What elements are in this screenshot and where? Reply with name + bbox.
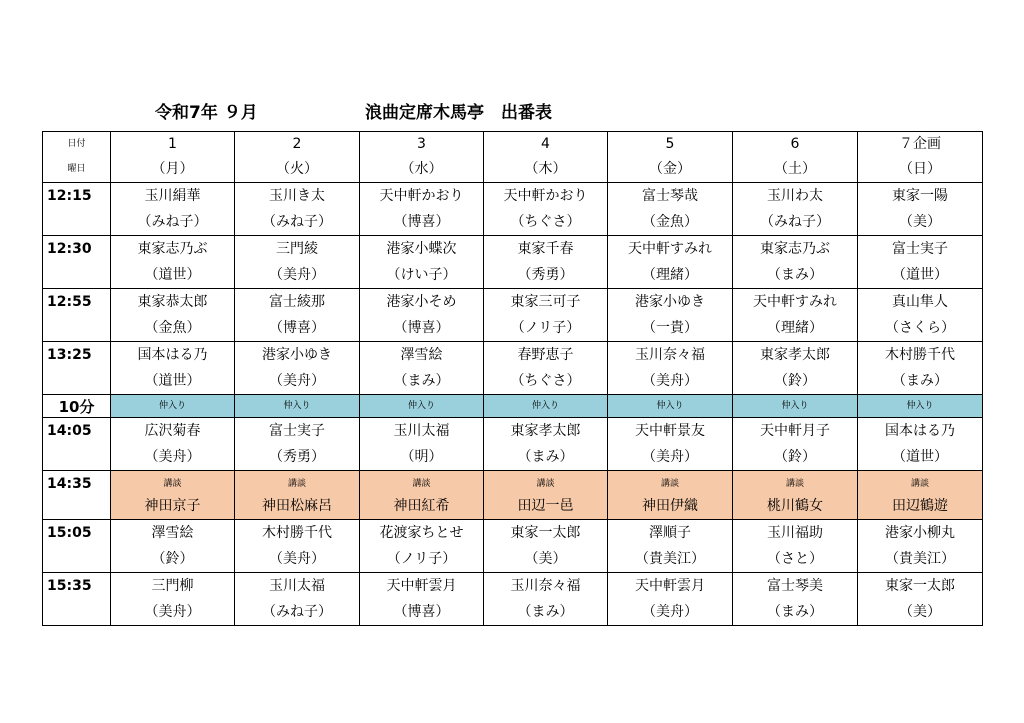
time-cell	[43, 236, 111, 289]
performer-name: 花渡家ちとせ	[379, 525, 464, 541]
performer-name: 富士実子	[892, 241, 948, 257]
shamisen-player: （美舟）	[642, 604, 698, 620]
performer-name: 天中軒すみれ	[753, 294, 837, 310]
shamisen-player: （美）	[524, 551, 567, 567]
intermission-cell	[733, 395, 858, 418]
intermission-cell	[235, 395, 360, 418]
performer-cell	[484, 236, 608, 289]
date-value: ７企画	[899, 136, 941, 152]
date-value: 2	[292, 136, 302, 152]
time-cell	[43, 342, 111, 395]
performer-name: 玉川太福	[269, 578, 325, 594]
intermission-label: 仲入り	[781, 401, 809, 411]
kodan-performer: 神田紅希	[393, 498, 450, 514]
intermission-cell	[484, 395, 608, 418]
time-slot-row	[43, 236, 983, 289]
performer-cell	[235, 236, 360, 289]
slot-time: 15:05	[47, 525, 92, 541]
performer-name: 玉川太福	[393, 423, 450, 439]
performer-cell	[484, 418, 608, 471]
performer-cell	[608, 183, 733, 236]
kodan-performer: 田辺一邑	[517, 498, 574, 514]
shamisen-player: （道世）	[144, 267, 201, 283]
shamisen-player: （みね子）	[760, 214, 830, 230]
shamisen-player: （美舟）	[269, 551, 325, 567]
intermission-label: 仲入り	[906, 401, 934, 411]
slot-time: 12:55	[47, 294, 92, 310]
intermission-label: 仲入り	[158, 401, 186, 411]
intermission-time: 10分	[43, 395, 111, 418]
time-slot-row	[43, 342, 983, 395]
time-slot-row	[43, 418, 983, 471]
intermission-cell	[858, 395, 983, 418]
kodan-performer: 桃川鶴女	[767, 498, 823, 514]
schedule-title: 浪曲定席木馬亭 出番表	[365, 103, 552, 123]
shamisen-player: （美）	[899, 214, 941, 230]
shamisen-player: （金魚）	[144, 320, 201, 336]
performer-name: 東家孝太郎	[510, 423, 581, 439]
intermission-label: 仲入り	[531, 401, 559, 411]
performer-cell	[858, 342, 983, 395]
performer-name: 天中軒月子	[760, 423, 830, 439]
performer-name: 天中軒雲月	[635, 578, 705, 594]
day-header	[608, 132, 733, 183]
performer-name: 玉川き太	[269, 188, 325, 204]
performer-cell	[484, 183, 608, 236]
performer-name: 東家一太郎	[510, 525, 581, 541]
performer-name: 東家一陽	[892, 188, 948, 204]
slot-time: 15:35	[47, 578, 92, 594]
shamisen-player: （まみ）	[393, 373, 450, 389]
shamisen-player: （みね子）	[137, 214, 208, 230]
intermission-cell	[360, 395, 484, 418]
performer-name: 三門柳	[151, 578, 194, 594]
performer-name: 玉川奈々福	[635, 347, 705, 363]
performer-cell	[733, 342, 858, 395]
time-cell	[43, 471, 111, 520]
performer-cell	[235, 418, 360, 471]
performer-cell	[360, 342, 484, 395]
performer-cell	[360, 289, 484, 342]
performer-name: 三門綾	[276, 241, 318, 257]
performer-name: 東家志乃ぶ	[760, 241, 830, 257]
performer-name: 玉川絹華	[144, 188, 201, 204]
schedule-date: 令和7年 ９月	[155, 103, 258, 123]
performer-name: 天中軒すみれ	[628, 241, 712, 257]
performer-name: 春野恵子	[517, 347, 574, 363]
kodan-cell	[858, 471, 983, 520]
performer-cell	[111, 573, 235, 626]
performer-cell	[858, 183, 983, 236]
shamisen-player: （美舟）	[269, 373, 325, 389]
shamisen-player: （ちぐさ）	[510, 373, 581, 389]
performer-name: 玉川わ太	[767, 188, 823, 204]
performer-name: 港家小ゆき	[262, 347, 332, 363]
shamisen-player: （貴美江）	[635, 551, 705, 567]
kodan-cell	[733, 471, 858, 520]
shamisen-player: （博喜）	[393, 214, 450, 230]
date-value: 6	[790, 136, 800, 152]
performer-name: 澤雪絵	[151, 525, 194, 541]
slot-time: 13:25	[47, 347, 92, 363]
shamisen-player: （明）	[400, 449, 443, 465]
performer-name: 天中軒かおり	[379, 188, 464, 204]
shamisen-player: （美）	[899, 604, 941, 620]
performer-cell	[360, 236, 484, 289]
kodan-cell	[360, 471, 484, 520]
intermission-label: 仲入り	[407, 401, 435, 411]
shamisen-player: （鈴）	[774, 449, 816, 465]
shamisen-player: （鈴）	[151, 551, 194, 567]
shamisen-player: （金魚）	[642, 214, 698, 230]
shamisen-player: （美舟）	[144, 604, 201, 620]
performer-name: 港家小柳丸	[885, 525, 955, 541]
kodan-label: 講談	[660, 479, 679, 489]
performer-cell	[484, 289, 608, 342]
performer-cell	[858, 418, 983, 471]
slot-time: 14:05	[47, 423, 92, 439]
shamisen-player: （道世）	[892, 449, 948, 465]
performer-cell	[733, 236, 858, 289]
performer-name: 東家一太郎	[885, 578, 955, 594]
shamisen-player: （秀勇）	[517, 267, 574, 283]
performer-name: 富士琴哉	[642, 188, 698, 204]
performer-cell	[608, 289, 733, 342]
shamisen-player: （まみ）	[517, 604, 574, 620]
slot-time: 14:35	[47, 476, 92, 492]
performer-cell	[733, 573, 858, 626]
performer-cell	[608, 342, 733, 395]
shamisen-player: （博喜）	[269, 320, 325, 336]
kodan-cell	[111, 471, 235, 520]
shamisen-player: （理緒）	[767, 320, 823, 336]
kodan-label: 講談	[785, 479, 804, 489]
day-header	[858, 132, 983, 183]
shamisen-player: （美舟）	[144, 449, 201, 465]
performer-cell	[360, 418, 484, 471]
shamisen-player: （まみ）	[517, 449, 574, 465]
shamisen-player: （美舟）	[642, 449, 698, 465]
intermission-label: 仲入り	[283, 401, 311, 411]
kodan-cell	[484, 471, 608, 520]
shamisen-player: （まみ）	[892, 373, 948, 389]
performer-name: 国本はる乃	[885, 423, 955, 439]
date-value: 3	[417, 136, 426, 152]
performer-name: 天中軒景友	[635, 423, 705, 439]
performer-name: 港家小ゆき	[635, 294, 705, 310]
performer-name: 東家孝太郎	[760, 347, 830, 363]
performer-cell	[111, 236, 235, 289]
performer-cell	[111, 342, 235, 395]
kodan-label: 講談	[536, 479, 555, 489]
performer-name: 玉川奈々福	[510, 578, 581, 594]
performer-cell	[484, 520, 608, 573]
day-header	[360, 132, 484, 183]
kodan-performer: 神田松麻呂	[262, 498, 332, 514]
day-value: （月）	[151, 161, 194, 177]
shamisen-player: （美舟）	[642, 373, 698, 389]
shamisen-player: （ノリ子）	[510, 320, 581, 336]
performer-cell	[733, 289, 858, 342]
performer-cell	[858, 236, 983, 289]
shamisen-player: （ちぐさ）	[510, 214, 581, 230]
performer-name: 東家千春	[517, 241, 574, 257]
day-header	[733, 132, 858, 183]
performer-name: 天中軒かおり	[503, 188, 588, 204]
performer-cell	[608, 236, 733, 289]
shamisen-player: （みね子）	[262, 214, 332, 230]
time-slot-row	[43, 573, 983, 626]
day-value: （日）	[899, 161, 941, 177]
performer-cell	[111, 183, 235, 236]
day-header	[235, 132, 360, 183]
date-value: 4	[541, 136, 550, 152]
performer-cell	[235, 289, 360, 342]
performer-name: 港家小そめ	[386, 294, 457, 310]
kodan-performer: 神田京子	[144, 498, 201, 514]
performer-name: 木村勝千代	[885, 347, 955, 363]
performer-name: 富士綾那	[269, 294, 325, 310]
shamisen-player: （まみ）	[767, 604, 823, 620]
performer-cell	[360, 573, 484, 626]
slot-time: 12:30	[47, 241, 92, 257]
performer-cell	[608, 418, 733, 471]
intermission-row	[43, 395, 983, 418]
shamisen-player: （まみ）	[767, 267, 823, 283]
shamisen-player: （美舟）	[269, 267, 325, 283]
performer-cell	[858, 573, 983, 626]
shamisen-player: （けい子）	[386, 267, 457, 283]
schedule-table	[42, 131, 983, 626]
performer-cell	[484, 573, 608, 626]
shamisen-player: （鈴）	[774, 373, 816, 389]
performer-cell	[235, 573, 360, 626]
performer-cell	[733, 520, 858, 573]
performer-cell	[858, 289, 983, 342]
header-row	[43, 132, 983, 183]
date-value: 5	[665, 136, 675, 152]
performer-cell	[360, 183, 484, 236]
date-label: 日付	[67, 139, 86, 149]
shamisen-player: （一貴）	[642, 320, 698, 336]
performer-cell	[733, 183, 858, 236]
performer-cell	[235, 520, 360, 573]
kodan-performer: 神田伊織	[642, 498, 698, 514]
kodan-label: 講談	[412, 479, 431, 489]
shamisen-player: （道世）	[144, 373, 201, 389]
day-value: （水）	[400, 161, 443, 177]
shamisen-player: （博喜）	[393, 320, 450, 336]
performer-cell	[111, 289, 235, 342]
performer-name: 東家志乃ぶ	[137, 241, 208, 257]
shamisen-player: （博喜）	[393, 604, 450, 620]
shamisen-player: （さと）	[767, 551, 823, 567]
time-cell	[43, 183, 111, 236]
day-label: 曜日	[67, 164, 86, 174]
performer-name: 富士琴美	[767, 578, 823, 594]
performer-name: 澤雪絵	[400, 347, 443, 363]
kodan-row	[43, 471, 983, 520]
shamisen-player: （みね子）	[262, 604, 332, 620]
kodan-label: 講談	[910, 479, 929, 489]
kodan-label: 講談	[163, 479, 182, 489]
performer-name: 東家三可子	[510, 294, 581, 310]
time-cell	[43, 520, 111, 573]
shamisen-player: （貴美江）	[885, 551, 955, 567]
kodan-cell	[235, 471, 360, 520]
performer-cell	[608, 520, 733, 573]
kodan-label: 講談	[287, 479, 306, 489]
time-slot-row	[43, 183, 983, 236]
performer-name: 真山隼人	[892, 294, 948, 310]
day-value: （火）	[276, 161, 318, 177]
performer-cell	[608, 573, 733, 626]
performer-name: 広沢菊春	[144, 423, 201, 439]
day-header	[484, 132, 608, 183]
performer-cell	[360, 520, 484, 573]
performer-name: 玉川福助	[767, 525, 823, 541]
performer-name: 天中軒雲月	[386, 578, 457, 594]
performer-name: 富士実子	[269, 423, 325, 439]
performer-name: 東家恭太郎	[137, 294, 208, 310]
performer-name: 国本はる乃	[137, 347, 208, 363]
kodan-cell	[608, 471, 733, 520]
time-cell	[43, 289, 111, 342]
kodan-performer: 田辺鶴遊	[892, 498, 948, 514]
day-value: （木）	[524, 161, 567, 177]
intermission-cell	[111, 395, 235, 418]
slot-time: 12:15	[47, 188, 92, 204]
performer-name: 澤順子	[649, 525, 691, 541]
time-cell	[43, 573, 111, 626]
date-value: 1	[168, 136, 177, 152]
header-label-cell	[43, 132, 111, 183]
day-value: （金）	[649, 161, 691, 177]
shamisen-player: （秀勇）	[269, 449, 325, 465]
time-cell	[43, 418, 111, 471]
performer-cell	[484, 342, 608, 395]
performer-cell	[733, 418, 858, 471]
performer-cell	[111, 520, 235, 573]
day-header	[111, 132, 235, 183]
performer-name: 港家小蝶次	[386, 241, 457, 257]
day-value: （土）	[774, 161, 816, 177]
shamisen-player: （理緒）	[642, 267, 698, 283]
performer-cell	[111, 418, 235, 471]
intermission-cell	[608, 395, 733, 418]
performer-name: 木村勝千代	[262, 525, 332, 541]
performer-cell	[858, 520, 983, 573]
shamisen-player: （さくら）	[885, 320, 955, 336]
performer-cell	[235, 183, 360, 236]
shamisen-player: （道世）	[892, 267, 948, 283]
time-slot-row	[43, 289, 983, 342]
time-slot-row	[43, 520, 983, 573]
intermission-label: 仲入り	[656, 401, 684, 411]
shamisen-player: （ノリ子）	[386, 551, 457, 567]
performer-cell	[235, 342, 360, 395]
